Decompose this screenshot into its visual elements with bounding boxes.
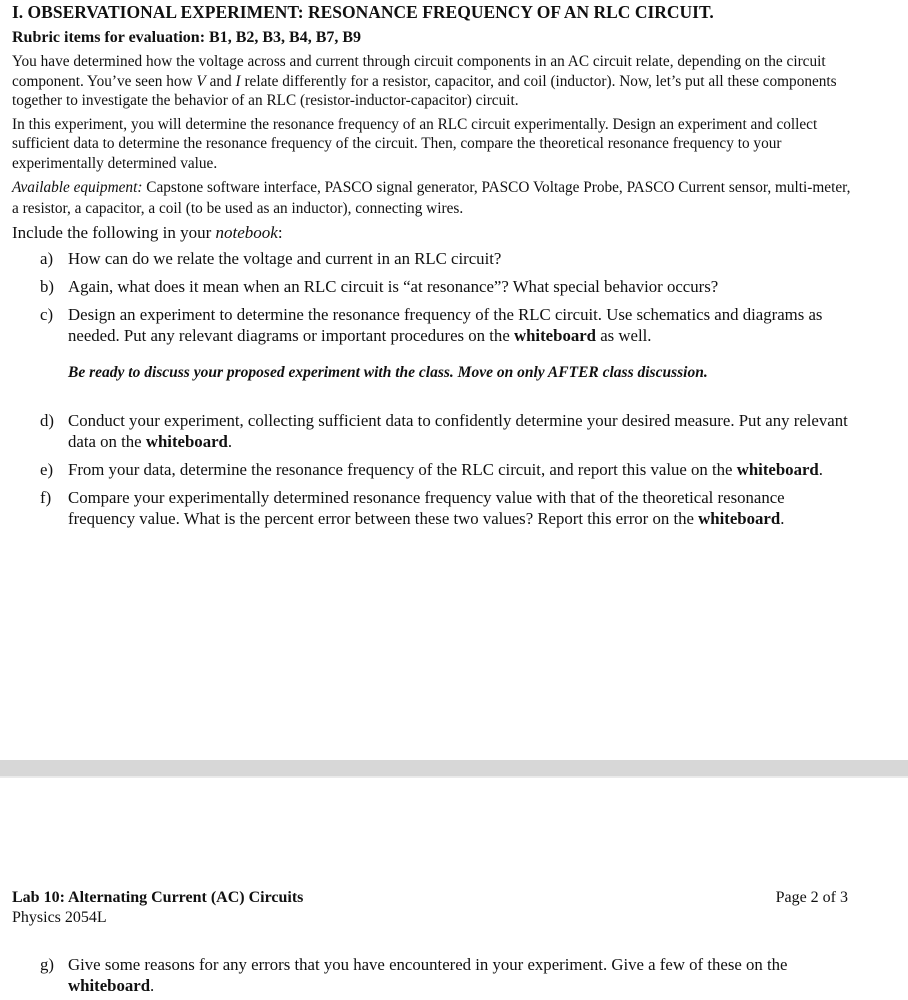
page-break-edge xyxy=(0,776,908,778)
intro-text-3: relate differently for a resistor, capacitor, and coil (inductor). Now, let’s put all these components together to investigate the behavior of an RLC (resistor-inductor-capacitor) circuit. xyxy=(12,72,837,109)
symbol-i: I xyxy=(235,72,241,90)
page-number: Page 2 of 3 xyxy=(775,889,848,906)
question-b-text: Again, what does it mean when an RLC circuit is “at resonance”? What special behavior occurs? xyxy=(68,277,719,296)
question-g-letter: g) xyxy=(40,955,54,974)
question-f xyxy=(12,487,852,529)
question-e xyxy=(12,459,852,480)
question-g-whiteboard: whiteboard xyxy=(68,976,151,995)
question-b xyxy=(12,276,852,297)
question-e-end: . xyxy=(818,460,823,479)
page-2-content xyxy=(12,954,852,996)
question-c-whiteboard: whiteboard xyxy=(513,326,597,345)
equipment-label: Available equipment: xyxy=(12,179,143,196)
question-f-letter: f) xyxy=(40,488,52,507)
question-c-text: Design an experiment to determine the resonance frequency of the RLC circuit. Use schematics and diagrams as needed. Put any relevant diagrams or important procedures on the xyxy=(68,305,823,345)
equipment-list: Capstone software interface, PASCO signal generator, PASCO Voltage Probe, PASCO Current sensor, multi-meter, a resistor, a capacitor, a coil (to be used as an inductor), connecting wires. xyxy=(12,179,851,217)
course-name: Physics 2054L xyxy=(12,909,107,926)
question-e-text: From your data, determine the resonance frequency of the RLC circuit, and report this value on the xyxy=(68,460,737,479)
include-suffix: : xyxy=(277,223,283,242)
question-d xyxy=(12,410,852,452)
question-f-end: . xyxy=(780,509,785,528)
question-c-letter: c) xyxy=(40,305,54,324)
page-2-header xyxy=(12,888,303,928)
question-g-end: . xyxy=(150,976,155,995)
question-d-whiteboard: whiteboard xyxy=(145,432,228,451)
question-e-letter: e) xyxy=(40,460,54,479)
instructions-paragraph: In this experiment, you will determine the resonance frequency of an RLC circuit experimentally. Design an experiment and collect sufficient data to determine the resonance frequency of the circuit. Then, compare the theoretical resonance frequency to your experimentally determined value. xyxy=(12,115,818,172)
question-e-whiteboard: whiteboard xyxy=(736,460,819,479)
intro-paragraph xyxy=(12,52,852,111)
page-break-gap xyxy=(0,760,908,776)
question-d-letter: d) xyxy=(40,411,54,430)
question-c-end: as well. xyxy=(596,326,652,345)
question-a-letter: a) xyxy=(40,249,54,268)
discussion-note: Be ready to discuss your proposed experiment with the class. Move on only AFTER class discussion. xyxy=(68,364,708,381)
question-g xyxy=(12,954,852,996)
section-title: I. OBSERVATIONAL EXPERIMENT: RESONANCE FREQUENCY OF AN RLC CIRCUIT. xyxy=(12,2,714,22)
include-prefix: Include the following in your xyxy=(12,223,216,242)
notebook-word: notebook xyxy=(215,223,278,242)
intro-text-2: and xyxy=(205,72,236,90)
question-a-text: How can do we relate the voltage and current in an RLC circuit? xyxy=(68,249,502,268)
question-a xyxy=(12,248,852,269)
question-f-text: Compare your experimentally determined resonance frequency value with that of the theoretical resonance frequency value. What is the percent error between these two values? Report this error on the xyxy=(68,488,785,528)
lab-title: Lab 10: Alternating Current (AC) Circuits xyxy=(12,889,304,906)
question-b-letter: b) xyxy=(40,277,54,296)
equipment-paragraph xyxy=(12,177,852,219)
symbol-v: V xyxy=(196,72,206,90)
question-d-end: . xyxy=(227,432,233,451)
question-g-text: Give some reasons for any errors that you have encountered in your experiment. Give a few of these on the xyxy=(68,955,788,974)
page-1-content xyxy=(12,2,852,529)
rubric-items: Rubric items for evaluation: B1, B2, B3, B4, B7, B9 xyxy=(12,29,362,46)
question-f-whiteboard: whiteboard xyxy=(698,509,781,528)
intro-text-1: You have determined how the voltage across and current through circuit components in an AC circuit relate, depending on the circuit component. You’ve seen how xyxy=(12,53,826,90)
question-d-text: Conduct your experiment, collecting sufficient data to confidently determine your desired measure. Put any relevant data on the xyxy=(68,411,848,451)
question-c xyxy=(12,304,852,346)
include-heading xyxy=(12,222,852,244)
